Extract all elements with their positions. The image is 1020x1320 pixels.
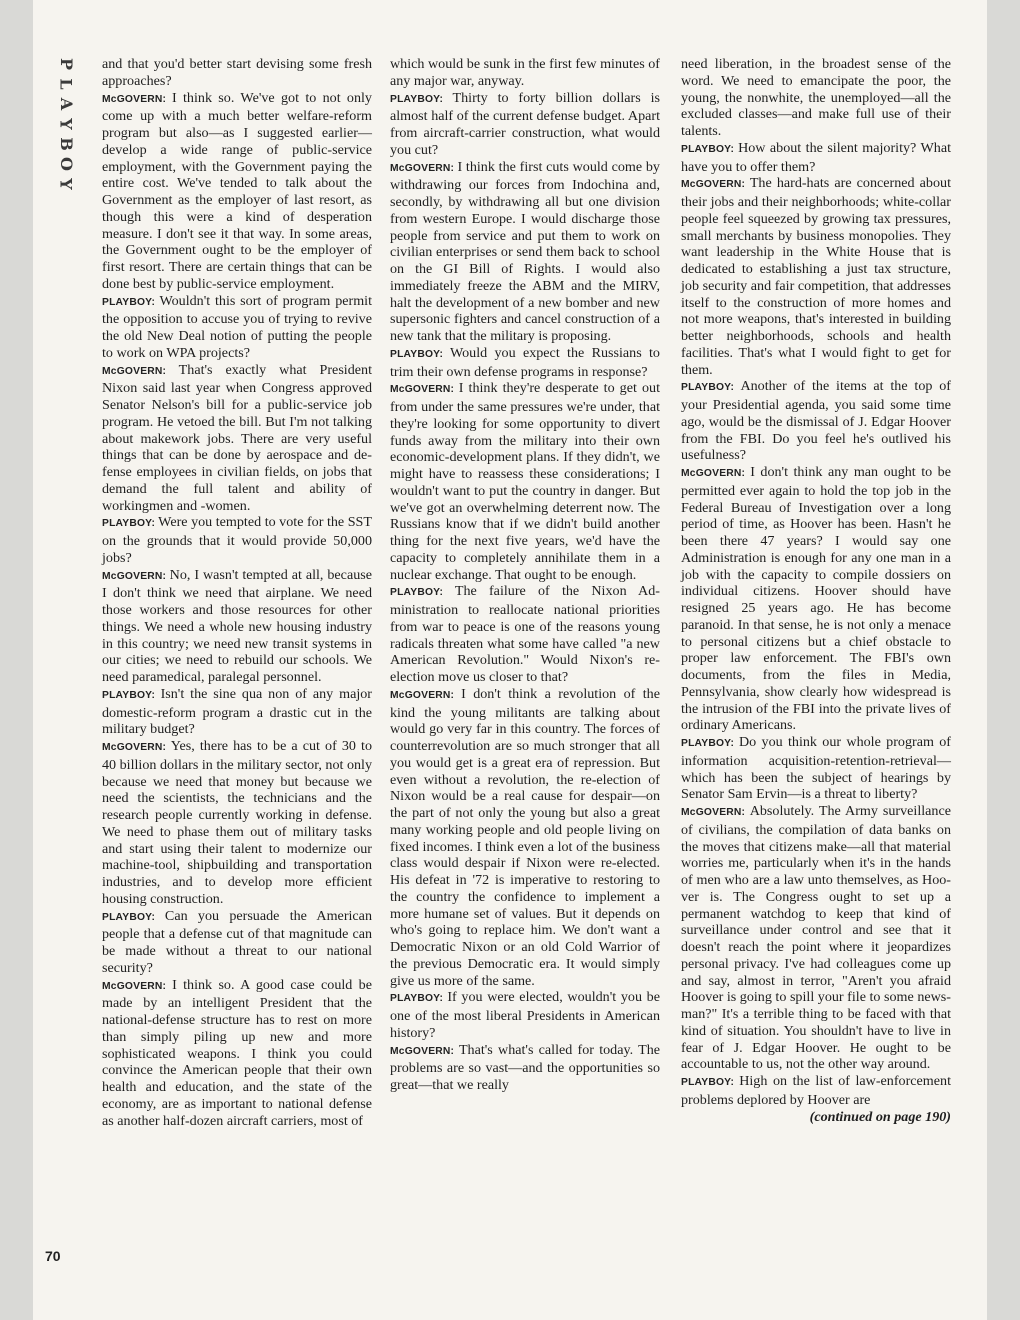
page-number: 70 (45, 1248, 61, 1264)
paragraph-text: How about the silent majority? What have you to offer them? (681, 139, 951, 175)
interview-paragraph (102, 686, 372, 738)
interview-paragraph (681, 803, 951, 1073)
paragraph-text: Isn't the sine qua non of any major domestic-reform program a drastic cut in the military budget? (102, 685, 373, 738)
interview-paragraph (681, 140, 951, 176)
interview-paragraph (390, 56, 660, 90)
speaker-label: McGOVERN : (390, 384, 459, 395)
text-column-1 (102, 56, 372, 1129)
paragraph-text: I think so. A good case could be made by an intelligent President that the national-defense structure has to rest on more than simply piling up new and more sophisticated weapons. I think you could convince the American people that their own health and education, and the state of the economy, are as important to national defense as another half-dozen aircraft carriers, most of (102, 976, 372, 1129)
speaker-label: PLAYBOY : (390, 993, 447, 1004)
masthead-letter: Y (56, 118, 76, 130)
interview-paragraph (102, 908, 372, 977)
paragraph-text: If you were elected, wouldn't you be one of the most liberal Presidents in American history? (390, 989, 660, 1041)
interview-paragraph (390, 686, 660, 990)
interview-paragraph (102, 56, 372, 90)
paragraph-text: Thirty to forty billion dollars is almost half of the current defense budget. Apart from aircraft-carrier construction, what would you cut? (390, 89, 660, 158)
speaker-label: PLAYBOY : (102, 690, 161, 701)
paragraph-text: Can you persuade the American people that a defense cut of that magnitude can be made without a threat to our national security? (102, 907, 372, 976)
interview-paragraph (681, 734, 951, 803)
speaker-label: McGOVERN : (102, 571, 170, 582)
masthead-letter: L (57, 78, 76, 90)
paragraph-text: and that you'd better start devising some fresh approaches? (102, 56, 372, 89)
speaker-label: PLAYBOY : (102, 518, 158, 529)
paragraph-text: High on the list of law-enforcement problems deplored by Hoover are (681, 1073, 951, 1108)
speaker-label: PLAYBOY : (390, 94, 453, 105)
speaker-label: PLAYBOY : (681, 738, 739, 749)
interview-paragraph (681, 56, 951, 140)
paragraph-text: I think so. We've got to not only come up with a much better welfare-reform program but also—as I suggested earlier—develop a wide range of public-service employment, with the Government paying the entire cost. We've tended to talk about the Government as the employer of last resort, as though this were a kind of desperation measure. I don't see it that way. In some areas, the Government ought to be the employer of first resort. There are certain things that can be done best by public-service employment. (102, 89, 372, 292)
speaker-label: McGOVERN : (681, 468, 750, 479)
speaker-label: McGOVERN : (102, 742, 171, 753)
text-column-2 (390, 56, 660, 1094)
masthead-letter: A (56, 97, 76, 111)
interview-paragraph (390, 159, 660, 345)
speaker-label: PLAYBOY : (390, 587, 455, 598)
interview-paragraph (681, 378, 951, 464)
masthead-letter: O (57, 157, 76, 171)
paragraph-text: The hard-hats are concerned about their jobs and their neighborhoods; white-collar people feel squeezed by growing tax pressures, small merchants by business monopolies. They want leadership in the White House that is dedicated to establishing a just tax structure, job security and fair competition, that addresses itself to the construction of more homes and not more weapons, that's interested in building better neighborhoods, schools and health facilities. That's what I would fight to get for them. (681, 175, 951, 378)
interview-paragraph (681, 1073, 951, 1109)
continued-on-note: (continued on page 190) (809, 1108, 951, 1125)
speaker-label: PLAYBOY : (390, 349, 450, 360)
paragraph-text: That's what's called for today. The problems are so vast—and the opportunities so great—that we really (390, 1041, 660, 1093)
speaker-label: McGOVERN : (102, 94, 172, 105)
paragraph-text: Would you expect the Russians to trim their own defense programs in response? (390, 344, 660, 380)
interview-paragraph (390, 583, 660, 686)
paragraph-text: I don't think any man ought to be permitted ever again to hold the top job in the Federal Bureau of Investigation over a long period of time, as Hoover has been. Hasn't he been there 47 years? I would say one Administration is enough for any one man in a job with the capacity to compile dossiers on individual citizens. Hoover should have resigned 25 years ago. He has become paranoid. In that sense, he is not only a menace to personal citizens but a chief obstacle to proper law enforcement. The FBI's own documents, from the files in Media, Pennsylvania, show clearly how widespread is the intrusion of the FBI into the private lives of ordinary Americans. (681, 464, 951, 734)
interview-paragraph (681, 464, 951, 734)
paragraph-text: That's exactly what President Nixon said last year when Congress approved Senator Nelson's bill for a public-service job program. He vetoed the bill. But I'm not talking about makework jobs. There are very useful things that can be done by aerospace and defense employees in civilian fields, on jobs that demand the full talent and ability of workingmen and -women. (102, 361, 372, 514)
interview-paragraph (102, 738, 372, 908)
speaker-label: PLAYBOY : (681, 144, 738, 155)
interview-paragraph (102, 977, 372, 1130)
interview-paragraph (102, 567, 372, 686)
speaker-label: PLAYBOY : (102, 297, 159, 308)
interview-paragraph (102, 362, 372, 515)
paragraph-text: Were you tempted to vote for the SST on the grounds that it would provide 50,000 jobs? (102, 514, 372, 566)
interview-paragraph (681, 175, 951, 378)
masthead-letter: B (57, 137, 76, 151)
interview-paragraph (390, 989, 660, 1041)
magazine-page (33, 0, 987, 1320)
paragraph-text: Do you think our whole program of information acquisition-retention-retrieval—which has been the subject of hearings by Senator Sam Ervin—is a threat to liberty? (681, 734, 951, 803)
interview-paragraph (102, 293, 372, 362)
paragraph-text: need liberation, in the broadest sense of the word. We need to emancipate the poor, the young, the nonwhite, the unemployed—all the excluded classes—and make full use of their talents. (681, 56, 951, 139)
text-column-3 (681, 56, 951, 1125)
speaker-label: PLAYBOY : (102, 912, 165, 923)
interview-paragraph (390, 1042, 660, 1094)
paragraph-text: Absolutely. The Army surveillance of civilians, the compilation of data banks on the moves that citizens make—all that material worries me, particularly when it's in the hands of men who are a law unto themselves, as Hoover is. The Congress ought to set up a permanent watchdog to keep that kind of surveillance under control and see that it doesn't reach the point where it jeopardizes personal privacy. I've had colleagues come up and say, almost in terror, "Aren't you afraid Hoover is going to spill your file to some newsman?" It's a terrible thing to be faced with that kind of situation. You shouldn't have to live in fear of J. Edgar Hoover. He ought to be accountable to us, not the other way around. (681, 803, 951, 1073)
speaker-label: McGOVERN : (390, 163, 457, 174)
speaker-label: McGOVERN : (102, 366, 179, 377)
paragraph-text: which would be sunk in the first few minutes of any major war, anyway. (390, 56, 660, 89)
paragraph-text: Wouldn't this sort of program permit the opposition to accuse you of trying to revive the old New Deal notion of putting the people to work on WPA projects? (102, 292, 372, 361)
interview-paragraph (390, 90, 660, 159)
interview-paragraph (102, 514, 372, 566)
paragraph-text: I don't think a revolution of the kind the young militants are talking about would go very far in this country. The forces of counterrevolution are so much stronger that all you would get is a great era of repression. But even without a revolution, the re-election of Nixon would be a real cause for despair—on the part of not only the young but also a great many working people and old people living on fixed incomes. I think even a lot of the business class would despair if Nixon were re-elected. His defeat in '72 is imperative to restoring to the country the confidence to implement a more humane set of values. But it depends on who's going to replace him. We don't want a Democratic Nixon or an old Cold Warrior of the previous Democratic era. It would simply give us more of the same. (390, 685, 660, 989)
paragraph-text: I think they're desperate to get out from under the same pressures we're under, that they're looking for some opportunity to divert funds away from the military into their own economic-development plans. If they didn't, we might have to reassess these considerations; I wouldn't want to put the country in danger. But we've got an overwhelming deterrent now. The Russians know that if we didn't build another thing for the next five years, we'd have the capacity to completely annihilate them in a nuclear exchange. That ought to be enough. (390, 380, 660, 583)
interview-paragraph (102, 90, 372, 293)
paragraph-text: The failure of the Nixon Administration to reallocate national priorities from war to peace is one of the reasons young radicals threaten what some have called "a new American Revolution." Would Nixon's re-election move us closer to that? (390, 583, 660, 685)
speaker-label: McGOVERN : (390, 690, 461, 701)
speaker-label: PLAYBOY : (681, 1077, 739, 1088)
speaker-label: McGOVERN : (390, 1046, 459, 1057)
masthead-letter: Y (56, 178, 76, 190)
paragraph-text: No, I wasn't tempted at all, because I don't think we need that airplane. We need those workers and those resources for other things. We need a whole new housing industry in this country; we need new transit systems in our cities; we need to rebuild our schools. We need paramedical, paralegal personnel. (102, 566, 372, 685)
speaker-label: PLAYBOY : (681, 382, 740, 393)
paragraph-text: I think the first cuts would come by withdrawing our forces from Indochina and, secondly, by withdrawing all but one division from western Europe. I would discharge those people from service and put them to work on civilian enterprises or send them back to school on the GI Bill of Rights. I would also immediately freeze the ABM and the MIRV, halt the development of a new bomber and new supersonic fighters and cancel construction of a new tank that the military is proposing. (390, 158, 660, 344)
masthead-letter: P (57, 57, 76, 71)
speaker-label: McGOVERN : (102, 981, 172, 992)
speaker-label: McGOVERN : (681, 179, 750, 190)
speaker-label: McGOVERN : (681, 807, 750, 818)
paragraph-text: Another of the items at the top of your Presidential agenda, you said some time ago, would be the dismissal of J. Edgar Hoover from the FBI. Do you feel he's outlived his usefulness? (681, 378, 951, 464)
interview-paragraph (390, 345, 660, 381)
magazine-title-vertical (47, 54, 81, 194)
paragraph-text: Yes, there has to be a cut of 30 to 40 billion dollars in the military sector, not only because we need that money but because we need the scientists, the technicians and the research people currently working in defense. We need to phase them out of military tasks and start using their talent to modernize our machine-tool, shipbuilding and transportation industries, and to develop more efficient housing construction. (102, 738, 372, 907)
interview-paragraph (390, 380, 660, 583)
